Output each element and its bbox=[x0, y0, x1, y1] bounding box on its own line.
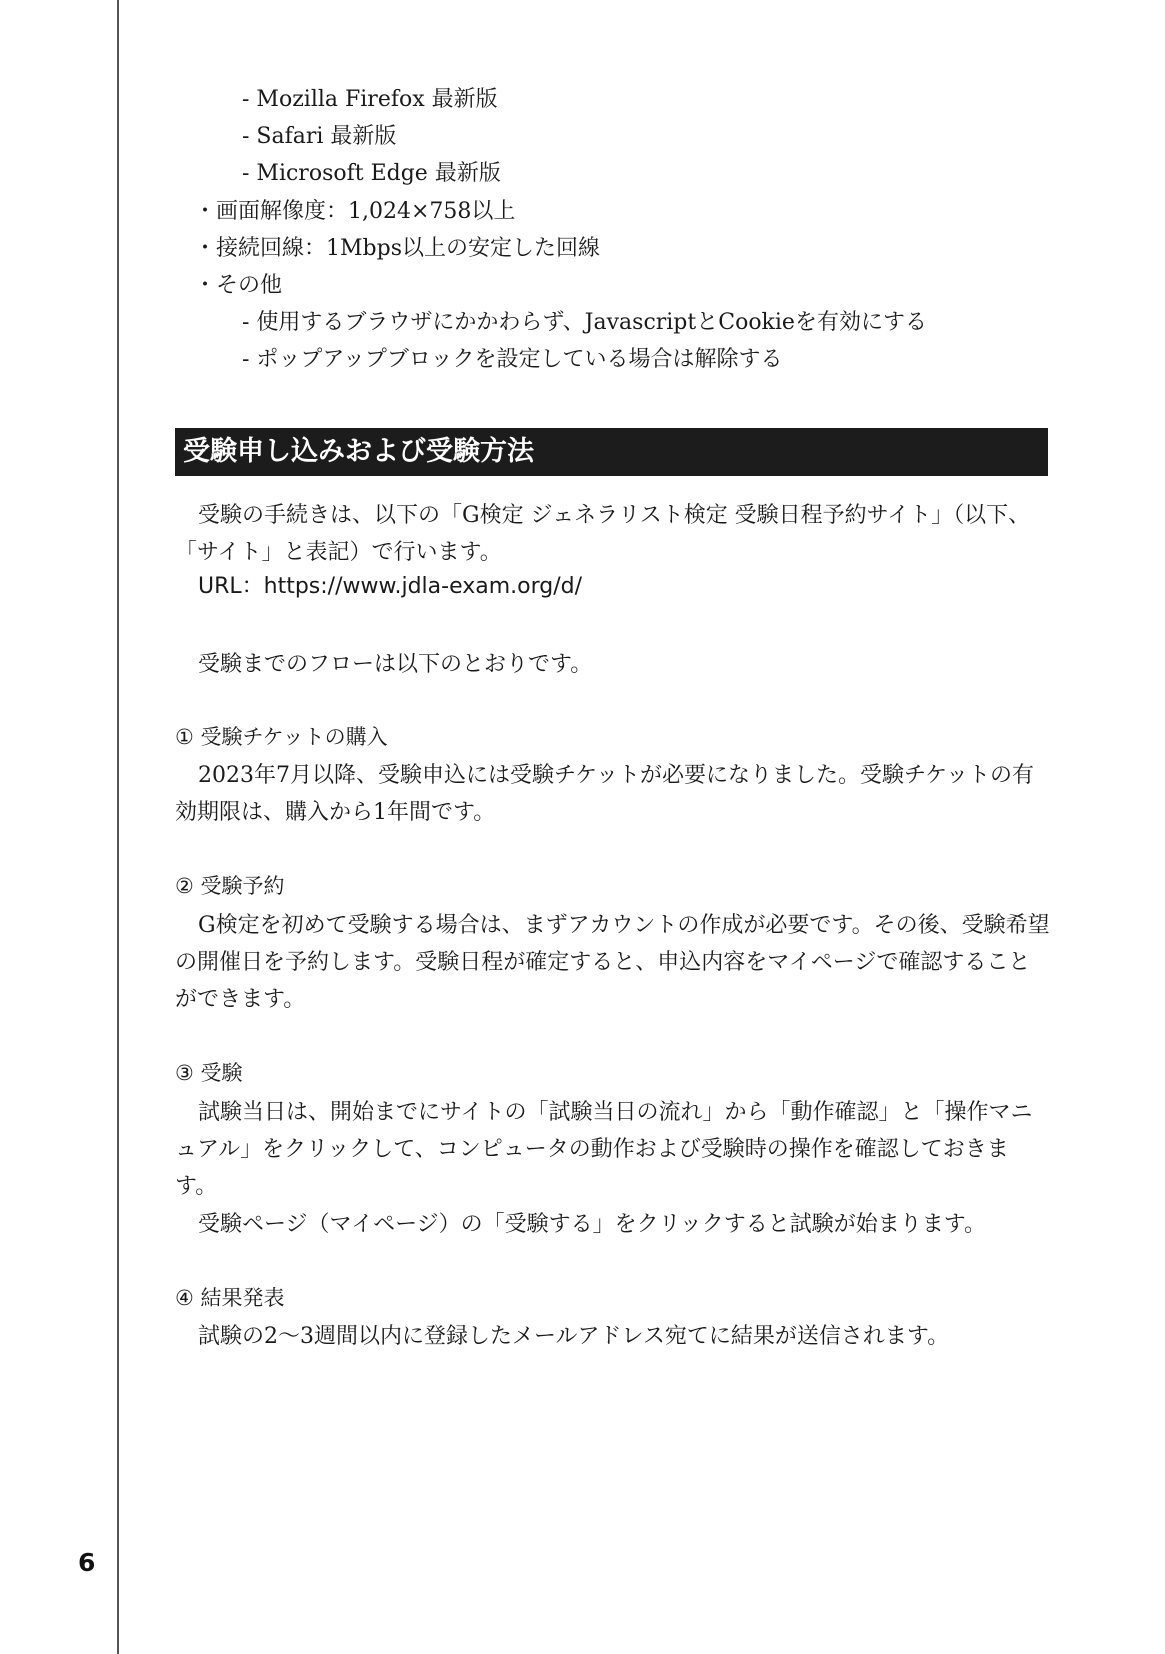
req-resolution: ・画面解像度：1,024×758以上 bbox=[194, 199, 516, 224]
margin-rule bbox=[117, 0, 119, 1654]
other-item-js-cookie: - 使用するブラウザにかかわらず、JavascriptとCookieを有効にする bbox=[242, 310, 927, 335]
step-3-title: ③ 受験 bbox=[175, 1061, 243, 1085]
step-1-body: 2023年7月以降、受験申込には受験チケットが必要になりました。受験チケットの有効期限は、購入から1年間です。 bbox=[175, 763, 1035, 825]
page-number: 6 bbox=[78, 1548, 96, 1577]
flow-intro: 受験までのフローは以下のとおりです。 bbox=[198, 652, 593, 677]
exam-url: URL：https://www.jdla-exam.org/d/ bbox=[198, 574, 583, 599]
step-4-title: ④ 結果発表 bbox=[175, 1286, 285, 1310]
req-other: ・その他 bbox=[194, 273, 283, 298]
step-4-body: 試験の2〜3週間以内に登録したメールアドレス宛てに結果が送信されます。 bbox=[198, 1324, 950, 1349]
browser-safari: - Safari 最新版 bbox=[242, 124, 397, 149]
step-2-body: G検定を初めて受験する場合は、まずアカウントの作成が必要です。その後、受験希望の開催日を予約します。受験日程が確定すると、申込内容をマイページで確認することができます。 bbox=[175, 913, 1050, 1012]
other-item-popup: - ポップアップブロックを設定している場合は解除する bbox=[242, 347, 783, 372]
req-connection: ・接続回線：1Mbps以上の安定した回線 bbox=[194, 236, 600, 261]
step-1-title: ① 受験チケットの購入 bbox=[175, 725, 388, 749]
step-3-body-2: 受験ページ（マイページ）の「受験する」をクリックすると試験が始まります。 bbox=[198, 1212, 987, 1237]
section-heading: 受験申し込みおよび受験方法 bbox=[175, 428, 1048, 476]
browser-edge: - Microsoft Edge 最新版 bbox=[242, 161, 501, 186]
section-intro: 受験の手続きは、以下の「G検定 ジェネラリスト検定 受験日程予約サイト」（以下、「サイト」と表記）で行います。 bbox=[175, 503, 1031, 565]
browser-firefox: - Mozilla Firefox 最新版 bbox=[242, 87, 498, 112]
step-2-title: ② 受験予約 bbox=[175, 874, 285, 898]
step-3-body: 試験当日は、開始までにサイトの「試験当日の流れ」から「動作確認」と「操作マニュアル」をクリックして、コンピュータの動作および受験時の操作を確認しておきます。 bbox=[175, 1100, 1033, 1199]
